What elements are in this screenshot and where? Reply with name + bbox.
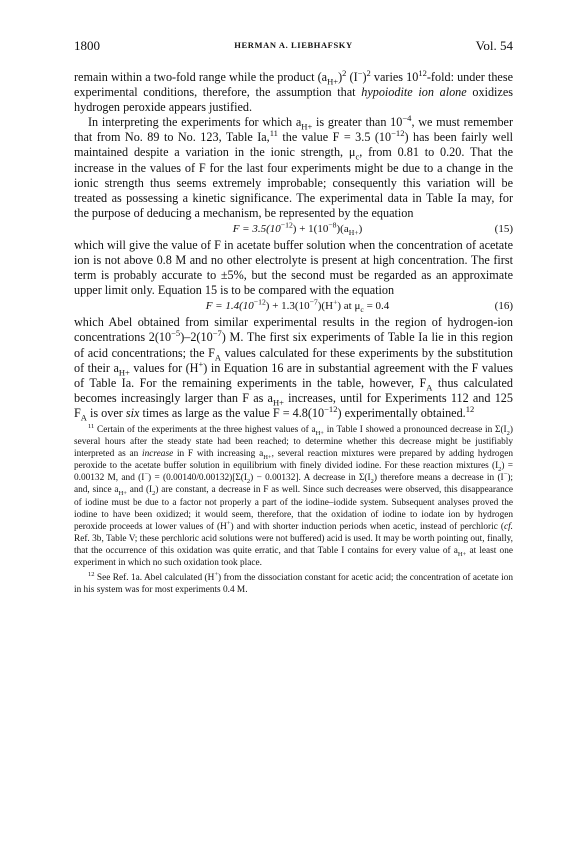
equation-16-formula: $F = 1.4(10^{-12}) + 1.3(10^{-7})(H^+)$ at $\mu_c = 0.4$ xyxy=(205,297,390,315)
page-number: 1800 xyxy=(74,38,100,53)
paragraph-3: which will give the value of F in acetate buffer solution when the concentration of acetate ion is not above 0.8 M and no other electrolyte is present at high concentration. The first term is probably accurate to ±5%, but the second must be regarded as an approximate upper limit only. Equation 15 is to be compared with the equation xyxy=(74,237,513,298)
running-header xyxy=(74,38,513,58)
paragraph-4: which Abel obtained from similar experimental results in the region of hydrogen-ion concentrations $2(10^{-5})-2(10^{-7})$ M. The first six experiments of Table Ia lie in this region of acid concentrations; the $F_A$ values calculated for these experiments by the substitution of their $a_{H+}$ values for (H+) in Equation 16 are in substantial agreement with the F values of Table Ia. For the remaining experiments in the table, however, $F_A$ thus calculated becomes increasingly larger than F as $a_{H+}$ increases, until for Experiments 112 and 125 $F_A$ is over six times as large as the value $F = 4.8(10^{-12})$ experimentally obtained.$^{12}$ xyxy=(74,315,513,423)
running-author: HERMAN A. LIEBHAFSKY xyxy=(234,40,353,50)
footnote-12-marker: 12 xyxy=(88,571,95,578)
footnote-ref-12: 12 xyxy=(465,403,475,414)
equation-16 xyxy=(74,299,513,314)
footnote-11-marker: 11 xyxy=(88,422,95,430)
equation-15 xyxy=(74,222,513,237)
footnote-12: $^{12}$ See Ref. 1a. Abel calculated (H+) from the dissociation constant for acetic acid; the concentration of acetate ion in his system was for most experiments 0.4 M. xyxy=(74,571,514,596)
equation-16-number: (16) xyxy=(494,300,513,313)
article-body xyxy=(74,67,514,596)
paragraph-2: In interpreting the experiments for which $a_{H+}$ is greater than $10^{-4}$, we must remember that from No. 89 to No. 123, Table Ia,$^{11}$ the value F = 3.5 $(10^{-12})$ has been fairly well maintained despite a variation in the ionic strength, $\mu_c$, from 0.81 to 0.20. That the increase in the values of F for the last four experiments might be due to a change in the ionic strength thus seems extremely improbable; consequently this variation will be treated as possessing a kinetic significance. The experimental data in Table Ia may, for the purpose of deducing a mechanism, be represented by the equation xyxy=(74,113,514,220)
paragraph-1: remain within a two-fold range while the product $(a_{H+})^2$ $(I^-)^2$ varies $10^{12}$-fold: under these experimental conditions, therefore, the assumption that hypoiodite ion alone oxidizes hydrogen peroxide appears justified. xyxy=(74,67,513,115)
volume-label: Vol. 54 xyxy=(475,38,513,53)
equation-15-number: (15) xyxy=(494,222,513,235)
footnote-11: $^{11}$ Certain of the experiments at the three highest values of $a_{H+}$ in Table I showed a pronounced decrease in $\Sigma(I_2)$ several hours after the steady state had been reached; to determine whether this decrease might be justifiably interpreted as an increase in F with increasing $a_{H+}$, several reaction mixtures were prepared by adding hydrogen peroxide to the acetate buffer solution in equilibrium with finely divided iodine. For these reaction mixtures $(I_2) = 0.00132$ M, and $(I^-) = (0.00140/0.00132)[\Sigma(I_2) - 0.00132]$. A decrease in $\Sigma(I_2)$ therefore means a decrease in (I−); and, since $a_{H+}$ and $(I_2)$ are constant, a decrease in F as well. Since such decreases were observed, this disappearance of iodine must be due to a factor not properly a part of the iodine–iodide system. Subsequent analyses proved the iodine to have been oxidized; it would seem, therefore, that the oxidation of iodine to iodate ion by hydrogen peroxide proceeds at lower values of (H+) and with shorter induction periods when acetic, instead of perchloric (cf. Ref. 3b, Table V; these perchloric acid solutions were not buffered) acid is used. It may be worth pointing out, finally, that the occurrence of this oxidation was quite erratic, and that Table I contains for every value of $a_{H+}$ at least one experiment in which no such oxidation took place. xyxy=(74,422,514,568)
equation-15-formula: $F = 3.5(10^{-12}) + 1(10^{-8})(a_{H+})$ xyxy=(232,220,363,238)
